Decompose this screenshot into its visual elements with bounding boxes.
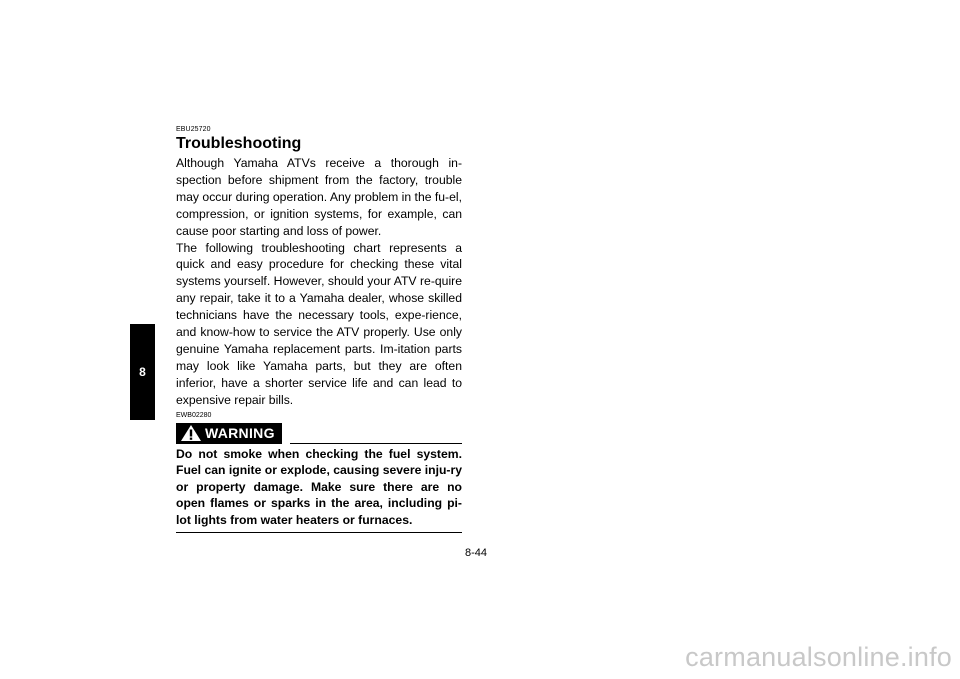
warning-label: WARNING (205, 425, 275, 442)
watermark: carmanualsonline.info (685, 642, 952, 672)
warning-bottom-rule (176, 532, 462, 533)
section-content (176, 126, 462, 533)
section-code: EBU25720 (176, 126, 211, 133)
warning-header-rule (290, 443, 462, 444)
chapter-tab-number: 8 (139, 365, 146, 379)
warning-badge (176, 423, 282, 444)
page-number: 8-44 (465, 547, 488, 559)
warning-triangle-icon (180, 424, 202, 442)
paragraph-chart-intro: The following troubleshooting chart represents a quick and easy procedure for checking these vital systems yourself. However, should your ATV re-quire any repair, take it to a Yamaha dealer, whose skilled technicians have the necessary tools, expe-rience, and know-how to service the ATV properly. Use only genuine Yamaha replacement parts. Im-itation parts may look like Yamaha parts, but they are often inferior, have a shorter service life and can lead to expensive repair bills. (176, 240, 462, 407)
warning-header (176, 421, 462, 444)
warning-code: EWB02280 (176, 411, 212, 419)
chapter-tab (130, 324, 155, 420)
paragraph-intro: Although Yamaha ATVs receive a thorough in-spection before shipment from the factory, trouble may occur during operation. Any problem in the fu-el, compression, or ignition systems, for example, can cause poor starting and loss of power. (176, 156, 462, 238)
section-title: Troubleshooting (176, 135, 302, 152)
warning-text: Do not smoke when checking the fuel system. Fuel can ignite or explode, causing severe inju-ry or property damage. Make sure there are no open flames or sparks in the area, including pi-lot lights from water heaters or furnaces. (176, 446, 462, 527)
